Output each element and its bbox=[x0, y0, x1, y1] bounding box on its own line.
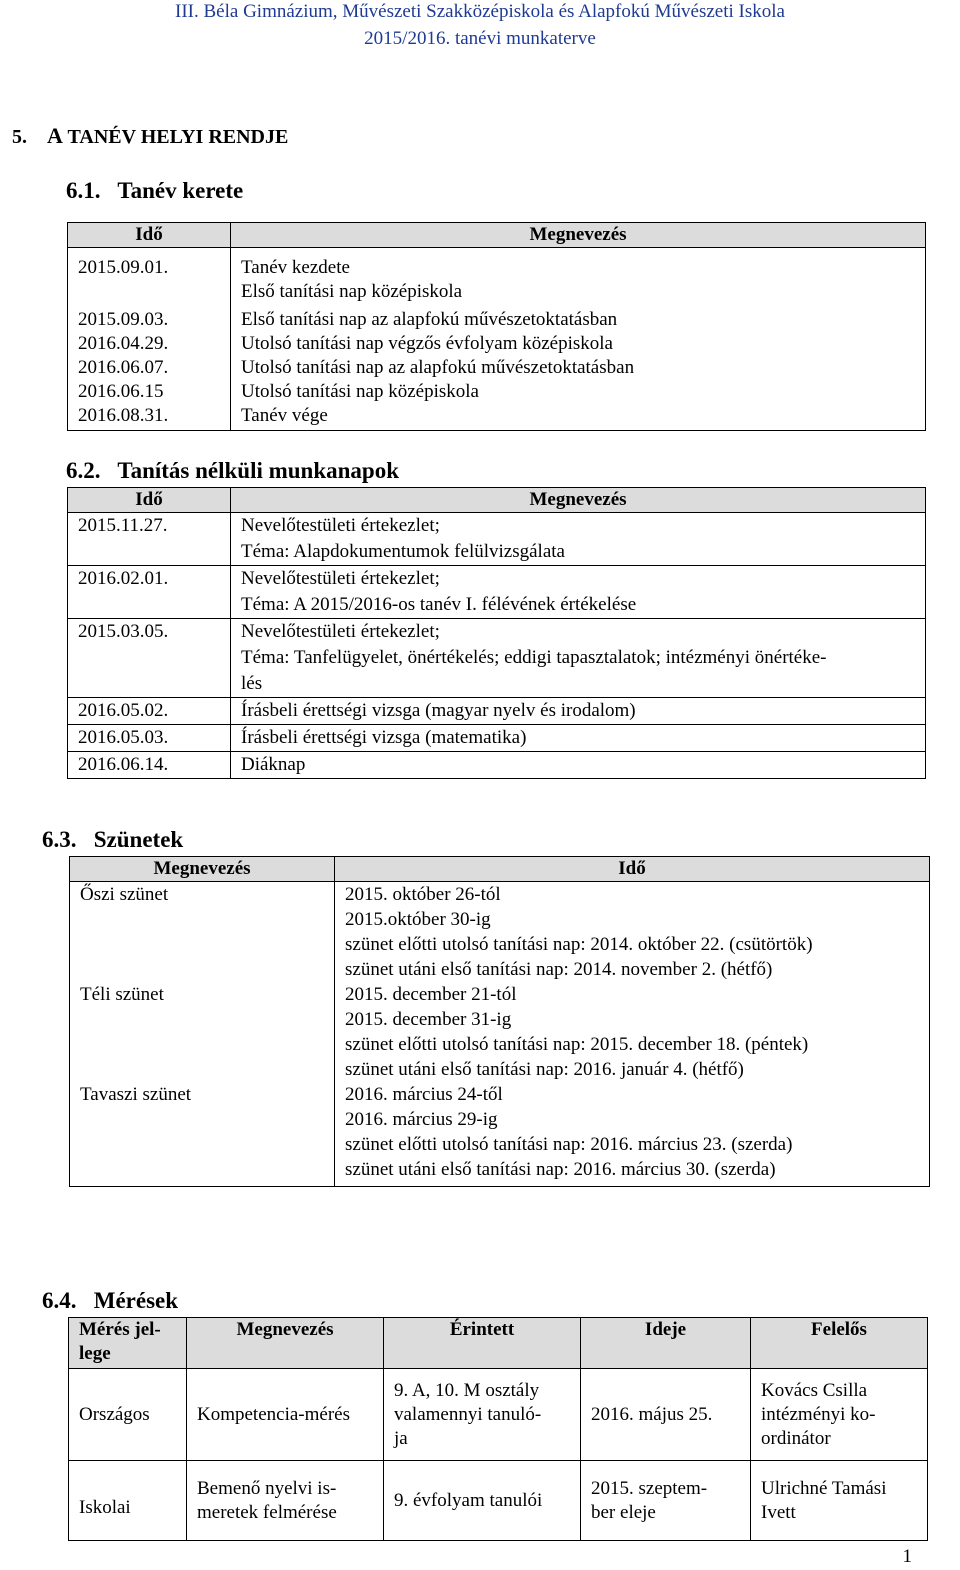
cell-line: Téma: Alapdokumentumok felülvizsgálata bbox=[241, 541, 565, 562]
col-header-name: Megnevezés bbox=[231, 488, 926, 513]
description-cell bbox=[231, 404, 926, 431]
description-cell bbox=[231, 332, 926, 356]
description-cell bbox=[231, 725, 926, 752]
date-cell: 2015.03.05. bbox=[68, 619, 231, 698]
col-header-when: Ideje bbox=[581, 1318, 751, 1369]
break-dates-cell bbox=[335, 882, 930, 983]
table-row bbox=[68, 308, 926, 332]
cell-line: valamennyi tanuló- bbox=[394, 1403, 542, 1425]
table-row bbox=[68, 332, 926, 356]
cell-line: Írásbeli érettségi vizsga (matematika) bbox=[241, 727, 527, 748]
measure-name-cell bbox=[187, 1369, 384, 1461]
section-5-heading bbox=[12, 123, 288, 149]
table-body bbox=[68, 248, 926, 431]
section-6-2-title: 6.2. Tanítás nélküli munkanapok bbox=[66, 458, 400, 483]
table-row bbox=[68, 752, 926, 779]
description-cell bbox=[231, 356, 926, 380]
cell-line: Utolsó tanítási nap középiskola bbox=[241, 381, 479, 402]
table-row bbox=[68, 248, 926, 309]
cell-line: Ivett bbox=[761, 1501, 796, 1523]
cell-line: ber eleje bbox=[591, 1501, 656, 1523]
cell-line: szünet előtti utolsó tanítási nap: 2015. december 18. (péntek) bbox=[345, 1034, 809, 1055]
table-row bbox=[70, 982, 930, 1082]
table-row bbox=[69, 1369, 928, 1461]
cell-line: Nevelőtestületi értekezlet; bbox=[241, 515, 440, 536]
break-dates-cell bbox=[335, 1082, 930, 1187]
col-header-kind-line-1: Mérés jel- bbox=[79, 1319, 161, 1340]
measure-kind-cell: Iskolai bbox=[69, 1461, 187, 1541]
table-header-row bbox=[68, 223, 926, 248]
table-row bbox=[68, 380, 926, 404]
col-header-kind-line-2: lege bbox=[79, 1343, 111, 1364]
tanev-kerete-table bbox=[67, 222, 926, 431]
cell-line: Nevelőtestületi értekezlet; bbox=[241, 621, 440, 642]
page-number: 1 bbox=[902, 1546, 912, 1567]
date-cell: 2015.11.27. bbox=[68, 513, 231, 566]
document-header-title: III. Béla Gimnázium, Művészeti Szakközépiskola és Alapfokú Művészeti Iskola bbox=[175, 1, 785, 22]
break-dates-cell bbox=[335, 982, 930, 1082]
description-cell bbox=[231, 752, 926, 779]
section-5-number: 5. bbox=[12, 126, 27, 148]
description-cell bbox=[231, 248, 926, 309]
description-cell bbox=[231, 513, 926, 566]
section-6-1-title: 6.1. Tanév kerete bbox=[66, 178, 244, 203]
cell-line: Kovács Csilla bbox=[761, 1379, 868, 1401]
col-header-time: Idő bbox=[68, 223, 231, 248]
cell-line: 2015. október 26-tól bbox=[345, 884, 501, 905]
table-row bbox=[68, 566, 926, 619]
table-body bbox=[68, 513, 926, 779]
section-6-3-title: 6.3. Szünetek bbox=[42, 827, 184, 852]
section-5-first-letter: A bbox=[47, 123, 63, 148]
table-body bbox=[69, 1369, 928, 1541]
break-name-cell: Téli szünet bbox=[70, 982, 335, 1082]
measure-when-cell bbox=[581, 1461, 751, 1541]
table-body bbox=[70, 882, 930, 1187]
cell-line: Tanév kezdete bbox=[241, 257, 350, 278]
table-row bbox=[68, 698, 926, 725]
tanitas-nelkuli-table bbox=[67, 487, 926, 779]
cell-line: Első tanítási nap középiskola bbox=[241, 281, 463, 302]
table-header-row bbox=[69, 1318, 928, 1369]
cell-line: Bemenő nyelvi is- bbox=[197, 1477, 337, 1499]
cell-line: szünet előtti utolsó tanítási nap: 2014. október 22. (csütörtök) bbox=[345, 934, 813, 955]
cell-line: Utolsó tanítási nap az alapfokú művészetoktatásban bbox=[241, 357, 635, 378]
col-header-name: Megnevezés bbox=[70, 857, 335, 882]
szunetek-table bbox=[69, 856, 930, 1187]
date-cell: 2016.06.14. bbox=[68, 752, 231, 779]
meresek-table bbox=[68, 1317, 928, 1541]
description-cell bbox=[231, 566, 926, 619]
col-header-name: Megnevezés bbox=[231, 223, 926, 248]
cell-line: 2015. december 21-tól bbox=[345, 984, 517, 1005]
description-cell bbox=[231, 380, 926, 404]
section-6-4-title: 6.4. Mérések bbox=[42, 1288, 179, 1313]
measure-kind-cell: Országos bbox=[69, 1369, 187, 1461]
table-row bbox=[70, 882, 930, 983]
cell-line: 9. A, 10. M osztály bbox=[394, 1379, 540, 1401]
cell-line: 2015. szeptem- bbox=[591, 1477, 708, 1499]
col-header-time: Idő bbox=[68, 488, 231, 513]
cell-line: meretek felmérése bbox=[197, 1501, 337, 1523]
measure-responsible-cell bbox=[751, 1369, 928, 1461]
col-header-name: Megnevezés bbox=[187, 1318, 384, 1369]
date-cell: 2016.02.01. bbox=[68, 566, 231, 619]
date-cell: 2016.05.03. bbox=[68, 725, 231, 752]
table-row bbox=[70, 1082, 930, 1187]
measure-affected-cell bbox=[384, 1369, 581, 1461]
date-cell: 2016.06.15 bbox=[68, 380, 231, 404]
measure-responsible-cell bbox=[751, 1461, 928, 1541]
cell-line: 2016. március 24-től bbox=[345, 1084, 503, 1105]
measure-name-cell bbox=[187, 1461, 384, 1541]
cell-line: Nevelőtestületi értekezlet; bbox=[241, 568, 440, 589]
table-row bbox=[68, 725, 926, 752]
description-cell bbox=[231, 308, 926, 332]
date-cell: 2016.06.07. bbox=[68, 356, 231, 380]
col-header-responsible: Felelős bbox=[751, 1318, 928, 1369]
cell-line: Kompetencia-mérés bbox=[197, 1403, 350, 1425]
cell-line: Utolsó tanítási nap végzős évfolyam középiskola bbox=[241, 333, 613, 354]
cell-line: Téma: A 2015/2016-os tanév I. félévének értékelése bbox=[241, 594, 637, 615]
col-header-affected: Érintett bbox=[384, 1318, 581, 1369]
cell-line: Téma: Tanfelügyelet, önértékelés; eddigi tapasztalatok; intézményi önértéke- bbox=[241, 647, 827, 668]
table-row bbox=[68, 356, 926, 380]
table-row bbox=[68, 619, 926, 698]
measure-affected-cell bbox=[384, 1461, 581, 1541]
description-cell bbox=[231, 619, 926, 698]
cell-line: Diáknap bbox=[241, 754, 306, 775]
cell-line: 2016. május 25. bbox=[591, 1403, 713, 1425]
section-5-rest: TANÉV HELYI RENDJE bbox=[67, 126, 289, 148]
date-cell: 2016.04.29. bbox=[68, 332, 231, 356]
cell-line: ja bbox=[394, 1427, 408, 1449]
table-header-row bbox=[68, 488, 926, 513]
date-cell: 2015.09.01. bbox=[68, 248, 231, 309]
cell-line: ordinátor bbox=[761, 1427, 831, 1449]
cell-line: szünet utáni első tanítási nap: 2016. március 30. (szerda) bbox=[345, 1159, 776, 1180]
table-row bbox=[69, 1461, 928, 1541]
cell-line: 9. évfolyam tanulói bbox=[394, 1489, 543, 1511]
cell-line: szünet utáni első tanítási nap: 2014. november 2. (hétfő) bbox=[345, 959, 773, 980]
cell-line: 2015. december 31-ig bbox=[345, 1009, 512, 1030]
cell-line: intézményi ko- bbox=[761, 1403, 876, 1425]
break-name-cell: Tavaszi szünet bbox=[70, 1082, 335, 1187]
cell-line: Ulrichné Tamási bbox=[761, 1477, 887, 1499]
cell-line: Írásbeli érettségi vizsga (magyar nyelv és irodalom) bbox=[241, 700, 636, 721]
col-header-kind bbox=[69, 1318, 187, 1369]
cell-line: 2015.október 30-ig bbox=[345, 909, 491, 930]
table-row bbox=[68, 404, 926, 431]
cell-line: Tanév vége bbox=[241, 405, 328, 426]
col-header-time: Idő bbox=[335, 857, 930, 882]
cell-line: 2016. március 29-ig bbox=[345, 1109, 498, 1130]
document-header-subtitle: 2015/2016. tanévi munkaterve bbox=[364, 28, 596, 49]
cell-line: lés bbox=[241, 673, 263, 694]
table-header-row bbox=[70, 857, 930, 882]
cell-line: szünet előtti utolsó tanítási nap: 2016. március 23. (szerda) bbox=[345, 1134, 793, 1155]
measure-when-cell bbox=[581, 1369, 751, 1461]
description-cell bbox=[231, 698, 926, 725]
cell-line: Első tanítási nap az alapfokú művészetoktatásban bbox=[241, 309, 618, 330]
date-cell: 2016.05.02. bbox=[68, 698, 231, 725]
break-name-cell: Őszi szünet bbox=[70, 882, 335, 983]
cell-line: szünet utáni első tanítási nap: 2016. január 4. (hétfő) bbox=[345, 1059, 744, 1080]
date-cell: 2015.09.03. bbox=[68, 308, 231, 332]
date-cell: 2016.08.31. bbox=[68, 404, 231, 431]
table-row bbox=[68, 513, 926, 566]
